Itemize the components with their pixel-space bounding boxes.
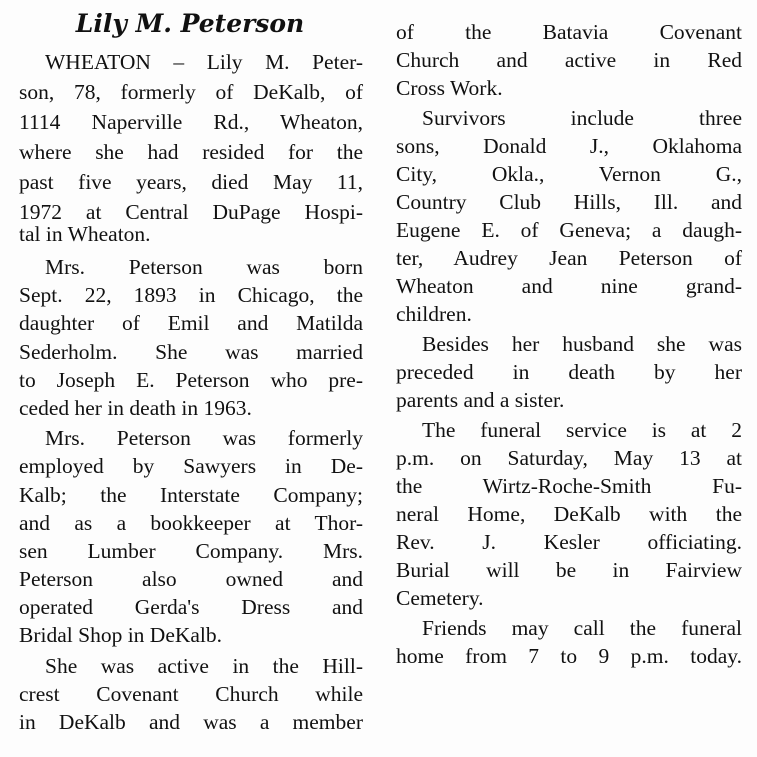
text-line: tal in Wheaton. — [19, 222, 151, 246]
text-line: City, Okla., Vernon G., — [396, 162, 742, 186]
text-line: Friends may call the funeral — [422, 616, 742, 640]
text-line: sons, Donald J., Oklahoma — [396, 134, 742, 158]
text-line: Bridal Shop in DeKalb. — [19, 623, 223, 647]
text-line: 1114 Naperville Rd., Wheaton, — [19, 110, 363, 134]
text-line: Sederholm. She was married — [19, 340, 363, 364]
text-line: neral Home, DeKalb with the — [396, 502, 742, 526]
text-line: Kalb; the Interstate Company; — [19, 483, 363, 507]
text-line: Country Club Hills, Ill. and — [396, 190, 742, 214]
text-line: Rev. J. Kesler officiating. — [396, 530, 742, 554]
text-line: parents and a sister. — [396, 388, 565, 412]
text-line: crest Covenant Church while — [19, 682, 363, 706]
text-line: Mrs. Peterson was born — [45, 255, 363, 279]
text-line: p.m. on Saturday, May 13 at — [396, 446, 742, 470]
text-line: children. — [396, 302, 472, 326]
obituary-headline: Lily M. Peterson — [75, 9, 305, 38]
text-line: Eugene E. of Geneva; a daugh- — [396, 218, 742, 242]
text-line: son, 78, formerly of DeKalb, of — [19, 80, 363, 104]
text-line: sen Lumber Company. Mrs. — [19, 539, 363, 563]
text-line: in DeKalb and was a member — [19, 710, 363, 734]
text-line: home from 7 to 9 p.m. today. — [396, 644, 742, 668]
text-line: of the Batavia Covenant — [396, 20, 742, 44]
text-line: Cemetery. — [396, 586, 484, 610]
text-line: Besides her husband she was — [422, 332, 742, 356]
text-line: Mrs. Peterson was formerly — [45, 426, 363, 450]
text-line: and as a bookkeeper at Thor- — [19, 511, 363, 535]
text-line: where she had resided for the — [19, 140, 363, 164]
text-line: the Wirtz-Roche-Smith Fu- — [396, 474, 742, 498]
text-line: ceded her in death in 1963. — [19, 396, 252, 420]
text-line: Cross Work. — [396, 76, 503, 100]
text-line: The funeral service is at 2 — [422, 418, 742, 442]
text-line: WHEATON – Lily M. Peter- — [45, 50, 363, 74]
text-line: operated Gerda's Dress and — [19, 595, 363, 619]
text-line: She was active in the Hill- — [45, 654, 363, 678]
text-line: Sept. 22, 1893 in Chicago, the — [19, 283, 363, 307]
text-line: ter, Audrey Jean Peterson of — [396, 246, 742, 270]
text-line: Peterson also owned and — [19, 567, 363, 591]
text-line: preceded in death by her — [396, 360, 742, 384]
text-line: past five years, died May 11, — [19, 170, 363, 194]
text-line: Church and active in Red — [396, 48, 742, 72]
text-line: daughter of Emil and Matilda — [19, 311, 363, 335]
text-line: Survivors include three — [422, 106, 742, 130]
text-line: Burial will be in Fairview — [396, 558, 742, 582]
text-line: to Joseph E. Peterson who pre- — [19, 368, 363, 392]
text-line: employed by Sawyers in De- — [19, 454, 363, 478]
text-line: Wheaton and nine grand- — [396, 274, 742, 298]
text-line: 1972 at Central DuPage Hospi- — [19, 200, 363, 224]
